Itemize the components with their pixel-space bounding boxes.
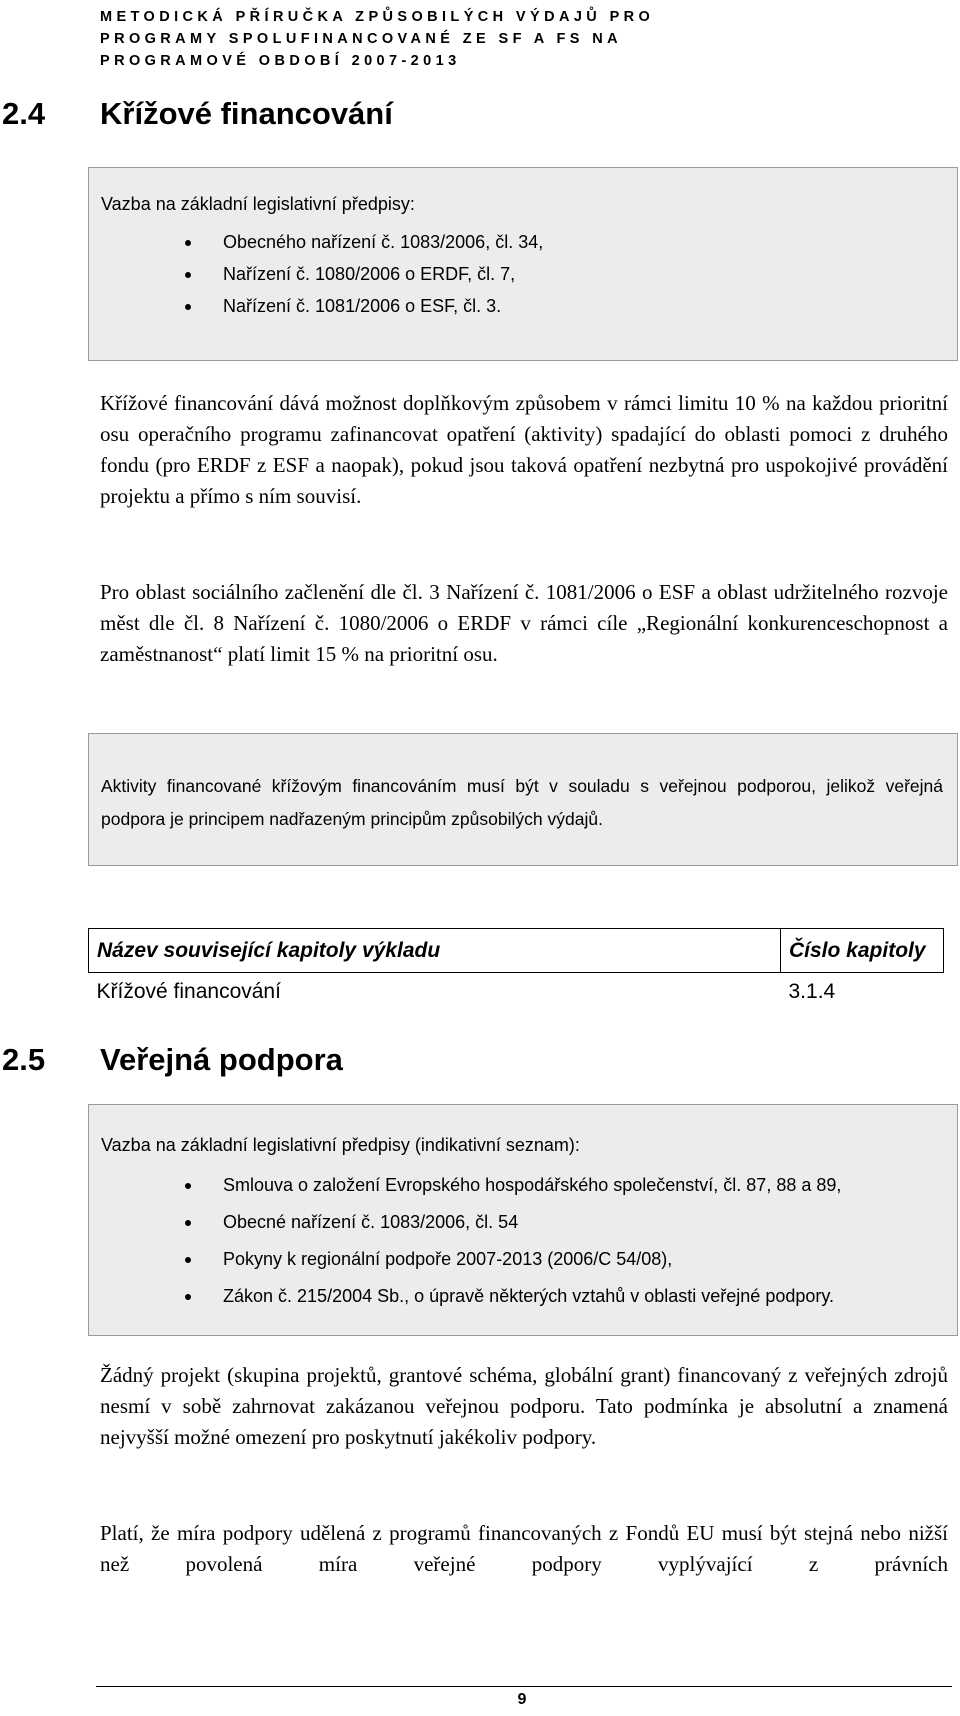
chapter-name-cell: Křížové financování <box>96 980 281 1003</box>
bullet-icon <box>185 1257 191 1263</box>
note-text: Aktivity financované křížovým financováním musí být v souladu s veřejnou podporou, jelikož veřejná podpora je principem nadřazeným principům způsobilých výdajů. <box>101 776 943 829</box>
table-row <box>89 973 944 1012</box>
section-heading-2-5 <box>2 1042 343 1078</box>
chapter-number-cell: 3.1.4 <box>788 980 836 1003</box>
paragraph: Pro oblast sociálního začlenění dle čl. 3 Nařízení č. 1081/2006 o ESF a oblast udržitelného rozvoje měst dle čl. 8 Nařízení č. 1080/2006 o ERDF v rámci cíle „Regionální konkurenceschopnost a zaměstnanost“ platí limit 15 % na prioritní osu. <box>100 580 948 666</box>
legislation-label: Vazba na základní legislativní předpisy: <box>101 194 415 214</box>
legislation-box-2-4: Vazba na základní legislativní předpisy: Obecného nařízení č. 1083/2006, čl. 34, Nařízení č. 1080/2006 o ERDF, čl. 7, Nařízení č. 1081/2006 o ESF, čl. 3. <box>88 167 958 361</box>
paragraph: Platí, že míra podpory udělená z programů financovaných z Fondů EU musí být stejná nebo nižší než povolená míra veřejné podpory vyplývající z právních <box>100 1521 948 1576</box>
table-header-row <box>89 929 944 973</box>
bullet-icon <box>185 240 191 246</box>
section-title: Veřejná podpora <box>100 1042 343 1077</box>
bullet-icon <box>185 304 191 310</box>
section-heading-2-4 <box>2 96 393 132</box>
related-chapters-table <box>88 928 944 1011</box>
column-header-name: Název související kapitoly výkladu <box>89 929 781 973</box>
note-box <box>88 733 958 866</box>
bullet-icon <box>185 272 191 278</box>
bullet-icon <box>185 1220 191 1226</box>
footer-rule <box>96 1686 952 1687</box>
section-title: Křížové financování <box>100 96 393 131</box>
page-number: 9 <box>517 1691 527 1708</box>
bullet-icon <box>185 1183 191 1189</box>
section-number: 2.5 <box>2 1042 46 1077</box>
legislation-label: Vazba na základní legislativní předpisy (indikativní seznam): <box>101 1135 580 1155</box>
header-line-2: PROGRAMY SPOLUFINANCOVANÉ ZE SF A FS NA <box>100 31 623 47</box>
section-number: 2.4 <box>2 96 46 131</box>
paragraph: Žádný projekt (skupina projektů, grantové schéma, globální grant) financovaný z veřejných zdrojů nesmí v sobě zahrnovat zakázanou veřejnou podporu. Tato podmínka je absolutní a znamená nejvyšší možné omezení pro poskytnutí jakékoliv podpory. <box>100 1363 948 1449</box>
header-line-1: METODICKÁ PŘÍRUČKA ZPŮSOBILÝCH VÝDAJŮ PRO <box>100 9 655 25</box>
bullet-icon <box>185 1294 191 1300</box>
header-line-3: PROGRAMOVÉ OBDOBÍ 2007-2013 <box>100 53 461 69</box>
legislation-box-2-5: Vazba na základní legislativní předpisy (indikativní seznam): Smlouva o založení Evropského hospodářského společenství, čl. 87, 88 a 89, Obecné nařízení č. 1083/2006, čl. 54 Pokyny k regionální podpoře 2007-2013 (2006/C 54/08), Zákon č. 215/2004 Sb., o úpravě některých vztahů v oblasti veřejné podpory. <box>88 1104 958 1336</box>
column-header-number: Číslo kapitoly <box>781 929 944 973</box>
running-header <box>100 6 950 72</box>
paragraph: Křížové financování dává možnost doplňkovým způsobem v rámci limitu 10 % na každou prioritní osu operačního programu zafinancovat opatření (aktivity) spadající do oblasti pomoci z druhého fondu (pro ERDF z ESF a naopak), pokud jsou taková opatření nezbytná pro uspokojivé provádění projektu a přímo s ním souvisí. <box>100 391 948 508</box>
